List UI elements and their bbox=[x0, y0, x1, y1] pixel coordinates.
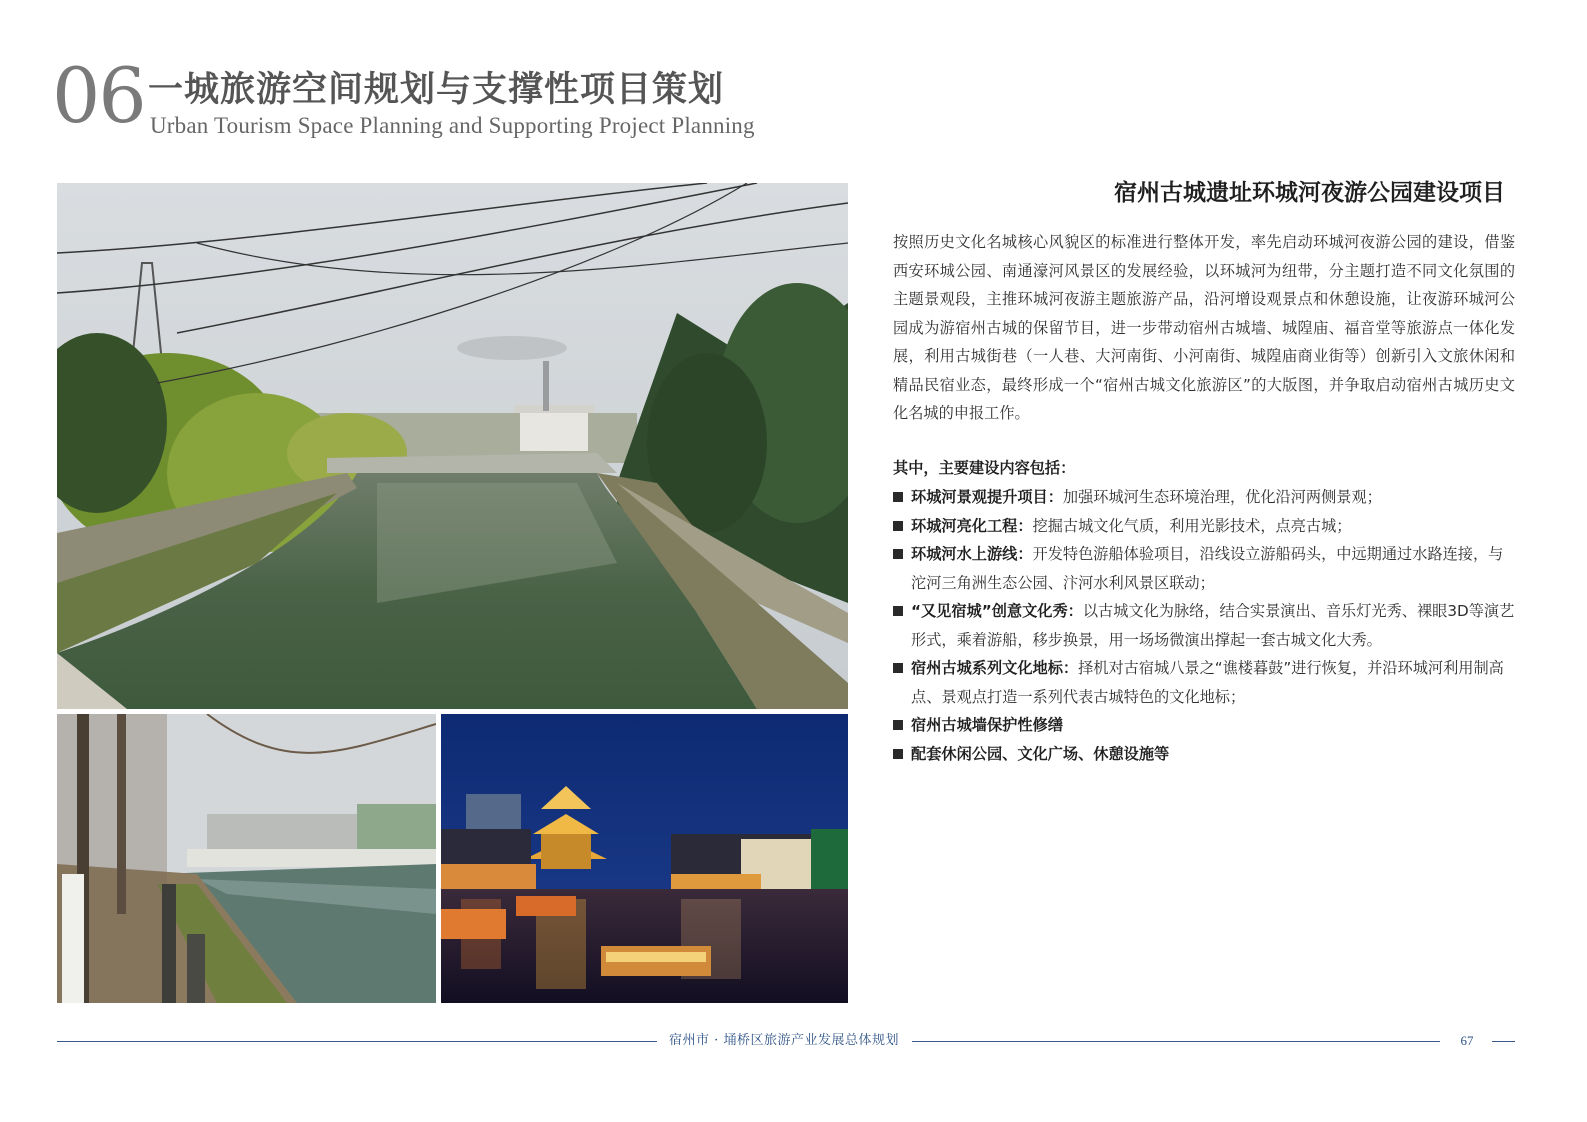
list-item bbox=[893, 540, 1515, 597]
moat-railing-photo bbox=[57, 714, 436, 1003]
item-label: 环城河景观提升项目： bbox=[911, 488, 1063, 506]
item-label: 环城河水上游线： bbox=[911, 545, 1033, 563]
item-text: 加强环城河生态环境治理，优化沿河两侧景观； bbox=[1062, 488, 1382, 506]
square-bullet-icon bbox=[893, 521, 903, 531]
footer-title: 宿州市 · 埇桥区旅游产业发展总体规划 bbox=[669, 1033, 899, 1048]
square-bullet-icon bbox=[893, 549, 903, 559]
item-label: “又见宿城”创意文化秀： bbox=[911, 602, 1083, 620]
list-item bbox=[893, 654, 1515, 711]
list-item bbox=[893, 483, 1515, 512]
chapter-number: 06 bbox=[52, 51, 145, 140]
footer-divider-right bbox=[1492, 1041, 1515, 1042]
construction-items-list bbox=[893, 483, 1515, 768]
square-bullet-icon bbox=[893, 606, 903, 616]
square-bullet-icon bbox=[893, 749, 903, 759]
square-bullet-icon bbox=[893, 492, 903, 502]
item-label: 宿州古城墙保护性修缮 bbox=[911, 716, 1063, 734]
square-bullet-icon bbox=[893, 720, 903, 730]
item-text: 开发特色游船体验项目，沿线设立游船码头，中远期通过水路连接，与沱河三角洲生态公园、汴河水利风景区联动； bbox=[911, 545, 1504, 592]
list-item bbox=[893, 512, 1515, 541]
item-label: 环城河亮化工程： bbox=[911, 516, 1033, 535]
chapter-title-en: Urban Tourism Space Planning and Supporting Project Planning bbox=[150, 113, 755, 138]
square-bullet-icon bbox=[893, 663, 903, 673]
item-text: 择机对古宿城八景之“谯楼暮鼓”进行恢复，并沿环城河利用制高点、景观点打造一系列代表古城特色的文化地标； bbox=[911, 659, 1504, 706]
list-item bbox=[893, 711, 1515, 740]
chapter-title-cn: 一城旅游空间规划与支撑性项目策划 bbox=[148, 69, 725, 110]
footer-divider-middle bbox=[912, 1041, 1440, 1042]
item-label: 配套休闲公园、文化广场、休憩设施等 bbox=[911, 744, 1170, 763]
project-intro-paragraph: 按照历史文化名城核心风貌区的标准进行整体开发，率先启动环城河夜游公园的建设，借鉴西安环城公园、南通濠河风景区的发展经验，以环城河为纽带，分主题打造不同文化氛围的主题景观段，主推环城河夜游主题旅游产品，沿河增设观景点和休憩设施，让夜游环城河公园成为游宿州古城的保留节目，进一步带动宿州古城墙、城隍庙、福音堂等旅游点一体化发展，利用古城街巷（一人巷、大河南街、小河南街、城隍庙商业街等）创新引入文旅休闲和精品民宿业态，最终形成一个“宿州古城文化旅游区”的大版图，并争取启动宿州古城历史文化名城的申报工作。 bbox=[893, 233, 1515, 422]
list-item bbox=[893, 597, 1515, 654]
list-item bbox=[893, 740, 1515, 769]
page-number: 67 bbox=[1460, 1033, 1474, 1048]
item-text: 以古城文化为脉络，结合实景演出、音乐灯光秀、裸眼3D等演艺形式，乘着游船，移步换景，用一场场微演出撑起一套古城文化大秀。 bbox=[911, 602, 1515, 649]
project-title: 宿州古城遗址环城河夜游公园建设项目 bbox=[1114, 179, 1505, 206]
content-heading: 其中，主要建设内容包括： bbox=[893, 459, 1076, 477]
moat-daytime-photo bbox=[57, 183, 848, 709]
item-text: 挖掘古城文化气质，利用光影技术，点亮古城； bbox=[1032, 516, 1352, 535]
footer-divider-left bbox=[57, 1041, 657, 1042]
item-label: 宿州古城系列文化地标： bbox=[911, 659, 1079, 677]
night-river-photo bbox=[441, 714, 848, 1003]
